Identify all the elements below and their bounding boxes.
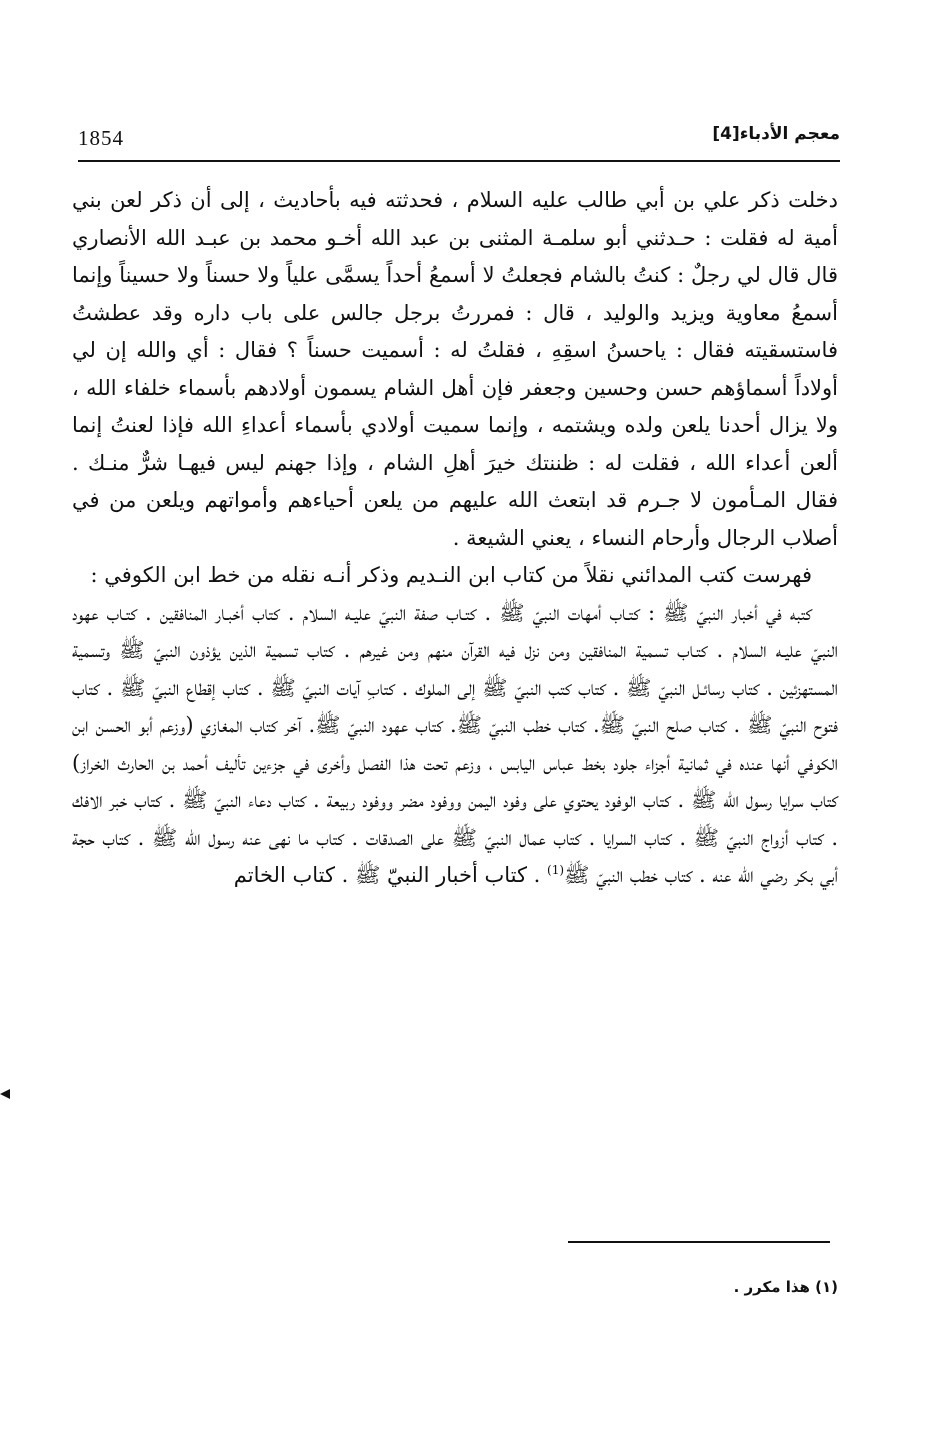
body-text: [72, 182, 838, 895]
footnote: (١) هذا مكرر .: [733, 1278, 838, 1296]
paragraph: دخلت ذكر علي بن أبي طالب عليه السلام ، فحدثته فيه بأحاديث ، إلى أن ذكر لعن بني أمية له فقلت : حـدثني أبو سلمـة المثنى بن عبد الله أخـو محمد بن عبـد الله الأنصاري قال قال لي رجلٌ : كنتُ بالشام فجعلتُ لا أسمعُ أحداً يسمَّى علياً ولا حسناً ولا حسيناً وإنما أسمعُ معاوية ويزيد والوليد ، قال : فمررتُ برجل جالس على باب داره وقد عطشتُ فاستسقيته فقال : ياحسنُ اسقِهِ ، فقلتُ له : أسميت حسناً ؟ فقال : أي والله إن لي أولاداً أسماؤهم حسن وحسين وجعفر فإن أهل الشام يسمون أولادهم بأسماء خلفاء الله ، ولا يزال أحدنا يلعن ولده ويشتمه ، وإنما سميت أولادي بأسماء أعداءِ الله فإذا لعنتُ إنما ألعن أعداء الله ، فقلت له : ظننتك خيرَ أهلِ الشام ، وإذا جهنم ليس فيهـا شرٌّ منـك . فقال المـأمون لا جـرم قد ابتعث الله عليهم من يلعن أحياءهم وأمواتهم ويلعن من في أصلاب الرجال وأرحام النساء ، يعني الشيعة .: [72, 188, 838, 550]
paragraph: [72, 595, 838, 895]
footnote-rule: [568, 1241, 830, 1243]
footnote-reference[interactable]: (1): [547, 863, 565, 877]
page-header: [78, 118, 840, 158]
running-title: معجم الأدباء[4]: [712, 124, 840, 144]
paragraph-text: كتبه في أخبار النبيّ ﷺ : كتـاب أمهات النبيّ ﷺ . كتـاب صفة النبيّ عليـه السلام . كتاب أخبـار المنافقين . كتـاب عهود النبيّ عليـه السلام . كتـاب تسمية المنافقين ومن نزل فيه القرآن منهم ومن غيرهم . كتاب تسمية الذين يؤذون النبيّ ﷺ وتسمية المستهزئين . كتاب رسائـل النبيّ ﷺ . كتاب كتب النبيّ ﷺ إلى الملوك . كتابِ آيات النبيّ ﷺ . كتاب إقطاع النبيّ ﷺ . كتاب فتوح النبيّ ﷺ . كتاب صلح النبيّ ﷺ. كتاب خطب النبيّ ﷺ. كتاب عهود النبيّ ﷺ. آخر كتاب المغازي (وزعم أبو الحسن ابن الكوفي أنها عنده في ثمانية أجزاء جلود بخط عباس اليابس ، وزعم تحت هذا الفصل وأخرى في جزءين تأليف أحمد بن الحارث الخراز) كتاب سرايا رسول الله ﷺ . كتاب الوفود يحتوي على وفود اليمن ووفود مضر ووفود ربيعة . كتاب دعاء النبيّ ﷺ . كتاب خبر الافك . كتاب أزواج النبيّ ﷺ . كتاب السرايا . كتاب عمال النبيّ ﷺ على الصدقات . كتاب ما نهى عنه رسول اللّه ﷺ . كتاب حجة أبي بكر رضي اللّه عنه . كتاب خطب النبيّ ﷺ: [72, 600, 838, 887]
paragraph-text: . كتاب أخبار النبيّ ﷺ . كتاب الخاتم: [233, 863, 548, 887]
page-number: 1854: [78, 126, 124, 150]
header-rule: [78, 160, 840, 162]
left-pointer-triangle-icon: [0, 1089, 10, 1099]
paragraph: فهرست كتب المدائني نقلاً من كتاب ابن النـديم وذكر أنـه نقله من خط ابن الكوفي :: [90, 563, 812, 587]
